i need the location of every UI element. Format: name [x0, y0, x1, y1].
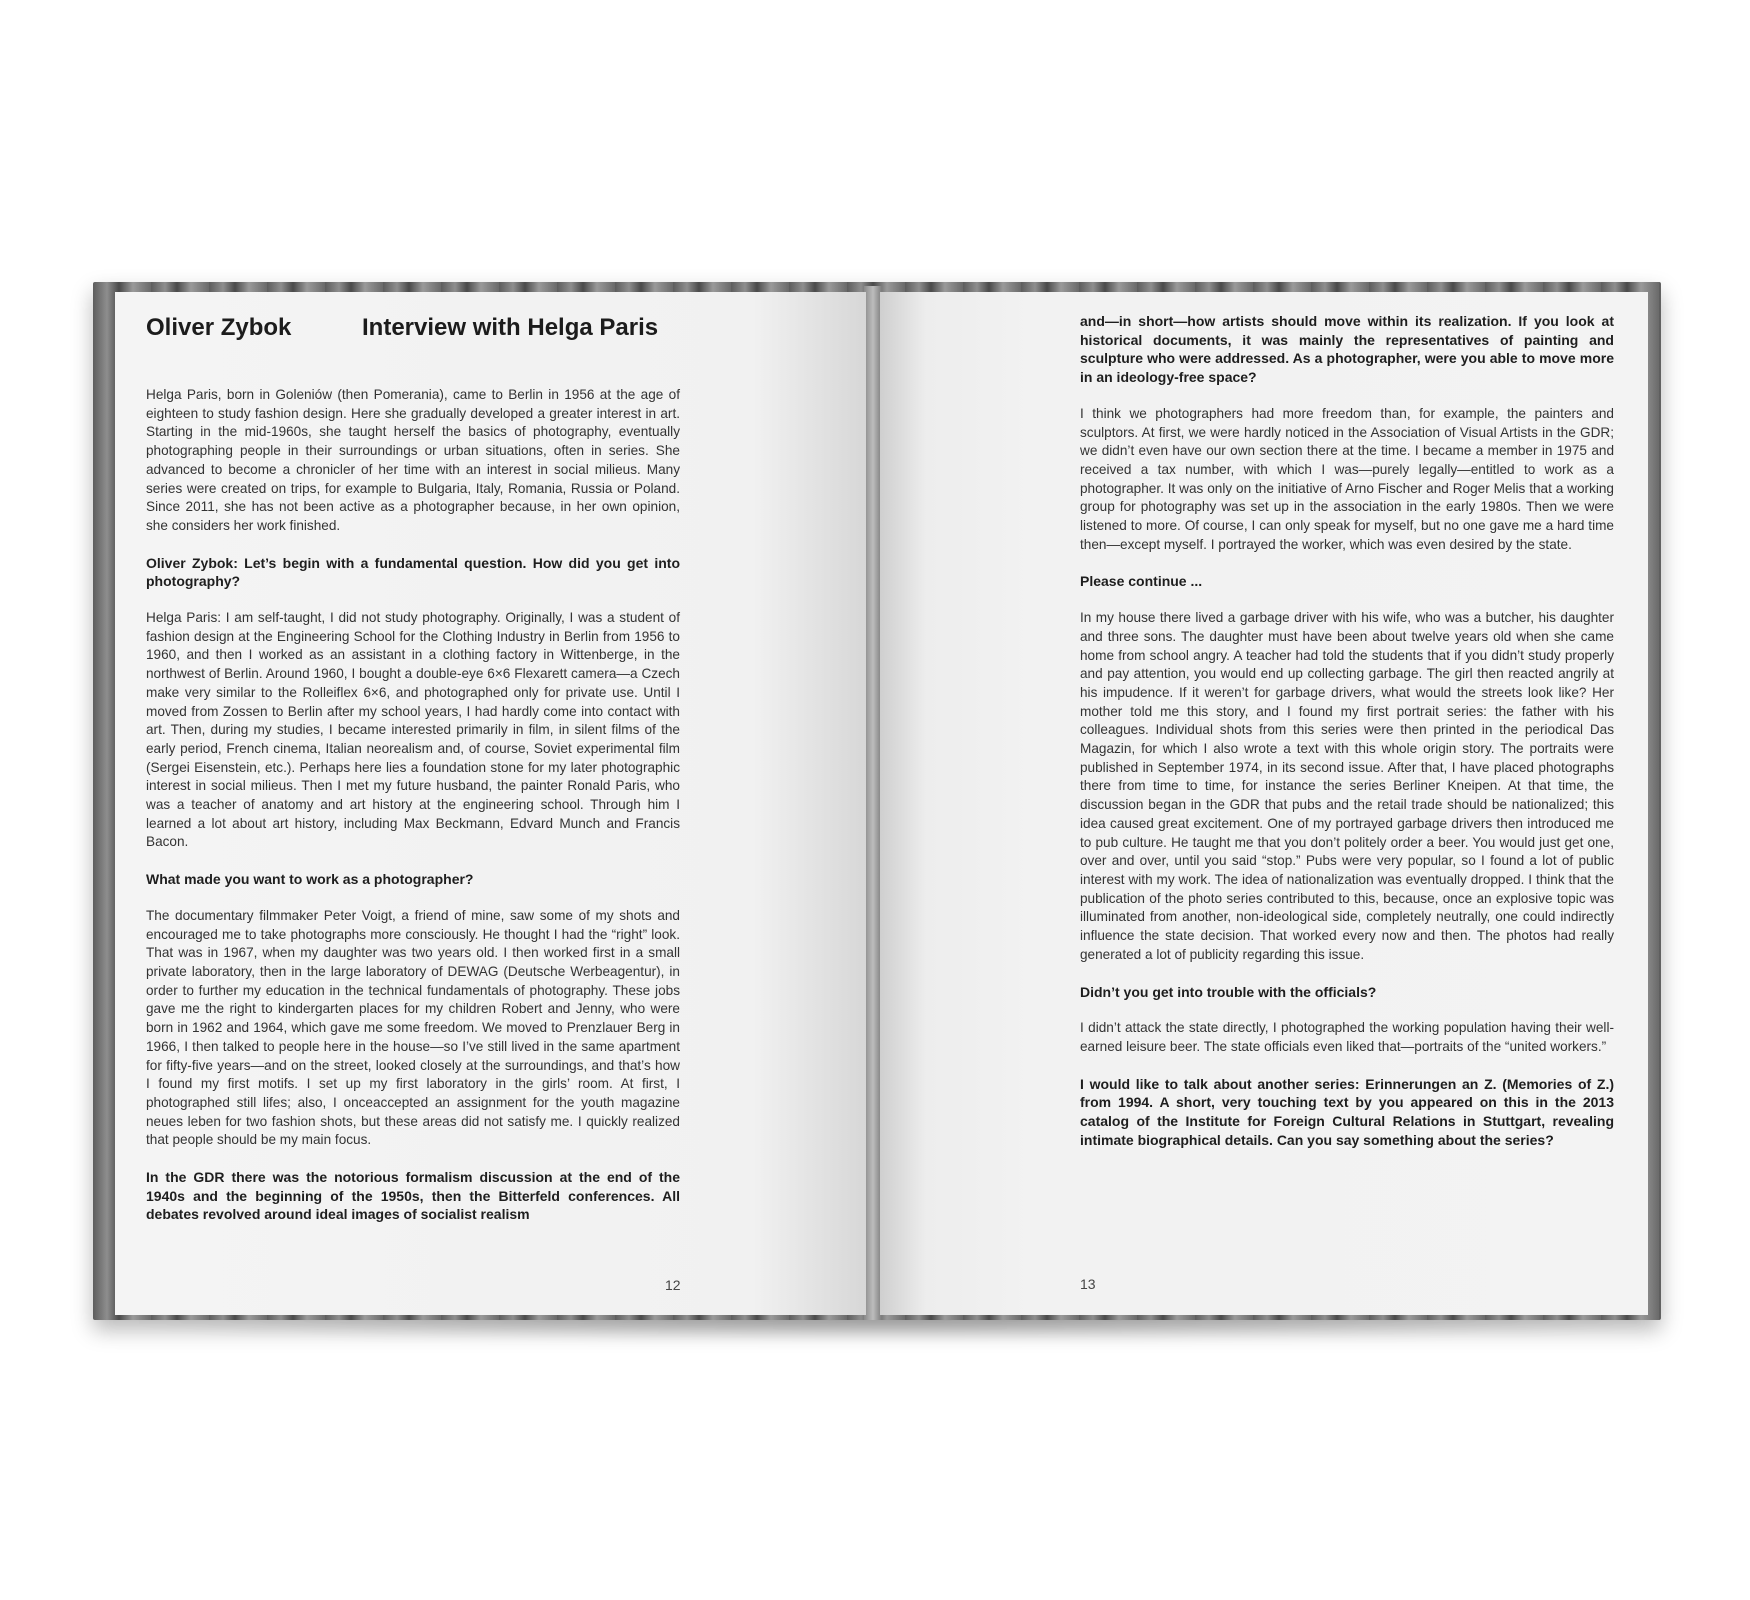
interview-question: What made you want to work as a photographer? — [146, 871, 474, 888]
author-name: Oliver Zybok — [146, 314, 292, 341]
article-title: Interview with Helga Paris — [362, 314, 659, 341]
page-header — [146, 314, 680, 386]
intro-paragraph: Helga Paris, born in Goleniów (then Pomerania), came to Berlin in 1956 at the age of eighteen to study fashion design. Here she gradually developed a greater interest in art. Starting in the mid-1960s, she taught herself the basics of photography, eventually photographing people in their surroundings or urban situations, often in series. She advanced to become a chronicler of her time with an interest in social milieus. Many series were created on trips, for example to Bulgaria, Italy, Romania, Russia or Poland. Since 2011, she has not been active as a photographer because, in her own opinion, she considers her work finished. — [146, 387, 680, 533]
interview-answer: I didn’t attack the state directly, I photographed the working population having their well-earned leisure beer. The state officials even liked that—portraits of the “united workers.” — [1080, 1020, 1614, 1054]
interview-question: I would like to talk about another series: Erinnerungen an Z. (Memories of Z.) from 1994. A short, very touching text by you appeared on this in the 2013 catalog of the Institute for Foreign Cultural Relations in Stuttgart, revealing intimate biographical details. Can you say something about the series? — [1080, 1075, 1614, 1148]
interview-question: Please continue ... — [1080, 573, 1203, 590]
interview-question: and—in short—how artists should move within its realization. If you look at historical documents, it was mainly the representatives of painting and sculpture who were addressed. As a photographer, were you able to move more in an ideology-free space? — [1080, 313, 1614, 386]
interview-question: Oliver Zybok: Let’s begin with a fundamental question. How did you get into photography? — [146, 554, 680, 590]
interview-answer: The documentary filmmaker Peter Voigt, a friend of mine, saw some of my shots and encouraged me to take photographs more consciously. He thought I had the “right” look. That was in 1967, when my daughter was two years old. I then worked first in a small private laboratory, then in the large laboratory of DEWAG (Deutsche Werbeagentur), in order to further my education in the technical fundamentals of photography. These jobs gave me the right to kindergarten places for my children Robert and Jenny, who were born in 1962 and 1964, which gave me some freedom. We moved to Prenzlauer Berg in 1966, I then talked to people here in the house—so I’ve still lived in the same apartment for fifty-five years—and on the street, looked closely at the surroundings, and that’s how I found my first motifs. I set up my first laboratory in the girls’ room. At first, I photographed still lifes; also, I onceaccepted an assignment for the youth magazine neues leben for two fashion shots, but these areas did not satisfy me. I quickly realized that people should be my main focus. — [146, 907, 680, 1148]
right-page — [880, 292, 1648, 1315]
interview-answer: In my house there lived a garbage driver with his wife, who was a butcher, his daughter and three sons. The daughter must have been about twelve years old when she came home from school angry. A teacher had told the students that if you didn’t study properly and pay attention, you would end up collecting garbage. The girl then reacted angrily at his impudence. If it weren’t for garbage drivers, what would the streets look like? Her mother told me this story, and I found my first portrait series: the father with his colleagues. Individual shots from this series were then printed in the periodical Das Magazin, for which I also wrote a text with this whole origin story. The portraits were published in September 1974, in its second issue. After that, I have placed photographs there from time to time, for instance the series Berliner Kneipen. At that time, the discussion began in the GDR that pubs and the retail trade should be nationalized; this idea caused great excitement. One of my portrayed garbage drivers then introduced me to pub culture. He taught me that you don’t politely order a beer. You would just get one, over and over, until you said “stop.” Pubs were very popular, so I found a lot of public interest with my work. The idea of nationalization was eventually dropped. I think that the publication of the photo series contributed to this, because, once an explosive topic was illuminated from another, non-ideological side, completely neutrally, one could indirectly influence the state decision. That worked every now and then. The photos had really generated a lot of publicity regarding this issue. — [1080, 610, 1614, 962]
page-number: 13 — [1080, 1276, 1096, 1292]
left-page — [115, 292, 866, 1315]
interview-question: In the GDR there was the notorious formalism discussion at the end of the 1940s and the beginning of the 1950s, then the Bitterfeld conferences. All debates revolved around ideal images of socialist realism — [146, 1169, 680, 1223]
interview-question: Didn’t you get into trouble with the officials? — [1080, 983, 1377, 1000]
interview-answer: Helga Paris: I am self-taught, I did not study photography. Originally, I was a student of fashion design at the Engineering School for the Clothing Industry in Berlin from 1956 to 1960, and then I worked as an assistant in a clothing factory in Wittenberge, in the northwest of Berlin. Around 1960, I bought a double-eye 6×6 Flexarett camera—a Czech make very similar to the Rolleiflex 6×6, and photographed only for private use. Until I moved from Zossen to Berlin after my school years, I had hardly come into contact with art. Then, during my studies, I became interested primarily in film, in silent films of the early period, French cinema, Italian neorealism and, of course, Soviet experimental film (Sergei Eisenstein, etc.). Perhaps here lies a foundation stone for my later photographic interest in social milieus. Then I met my future husband, the painter Ronald Paris, who was a teacher of anatomy and art history at the engineering school. Through him I learned a lot about art history, including Max Beckmann, Edvard Munch and Francis Bacon. — [146, 610, 680, 850]
page-number: 12 — [665, 1277, 681, 1293]
interview-answer: I think we photographers had more freedom than, for example, the painters and sculptors. At first, we were hardly noticed in the Association of Visual Artists in the GDR; we didn’t even have our own section there at the time. I became a member in 1975 and received a tax number, with which I was—purely legally—entitled to work as a photographer. It was only on the initiative of Arno Fischer and Roger Melis that a working group for photography was set up in the association in the early 1980s. Then we were listened to more. Of course, I can only speak for myself, but no one gave me a hard time then—except myself. I portrayed the worker, which was even desired by the state. — [1080, 405, 1614, 552]
